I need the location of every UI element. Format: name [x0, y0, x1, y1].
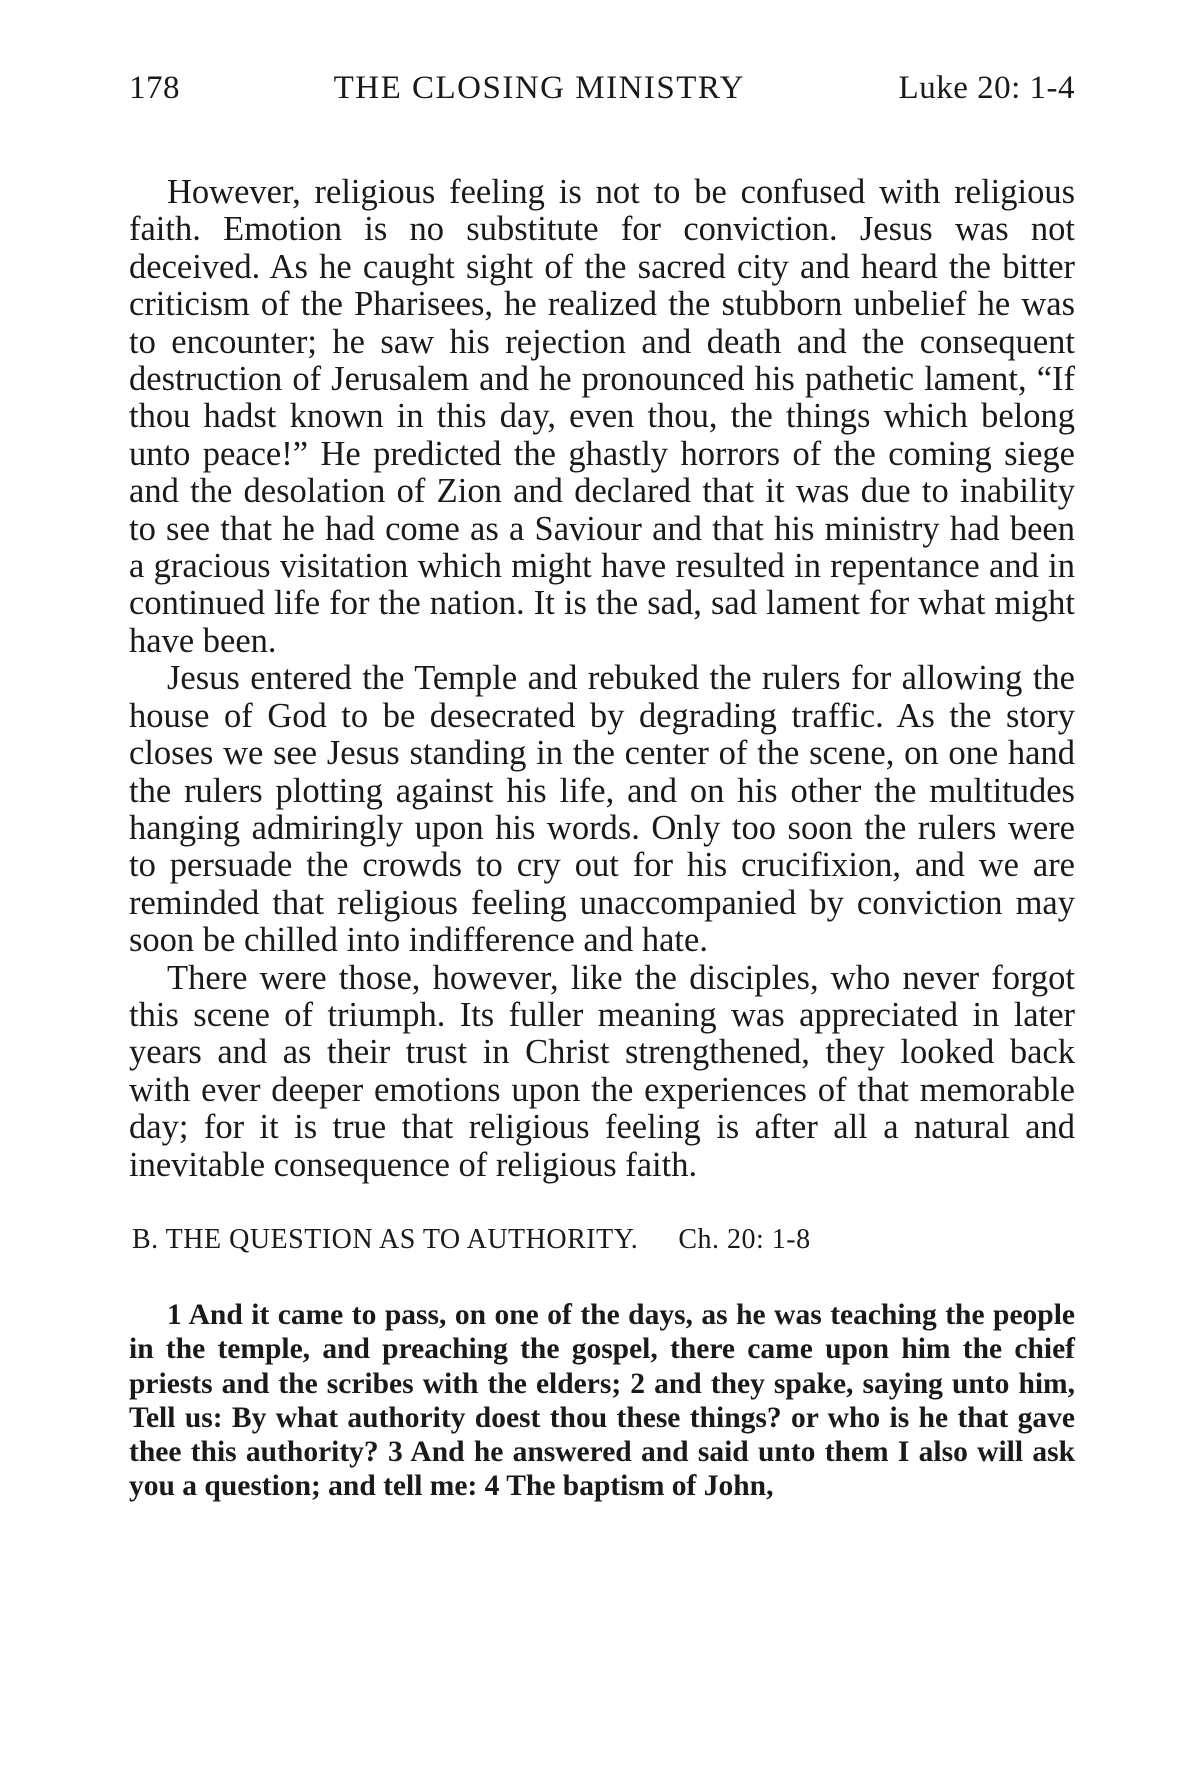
book-page	[129, 70, 1075, 1533]
section-title: B. THE QUESTION AS TO AUTHORITY.	[132, 1223, 639, 1255]
paragraph: However, religious feeling is not to be confused with religious faith. Emotion is no substitute for conviction. Jesus was not deceived. As he caught sight of the sacred city and heard the bitter criticism of the Pharisees, he realized the stubborn unbelief he was to encounter; he saw his rejection and death and the consequent destruction of Jerusalem and he pronounced his pathetic lament, “If thou hadst known in this day, even thou, the things which belong unto peace!” He predicted the ghastly horrors of the coming siege and the desolation of Zion and declared that it was due to inability to see that he had come as a Saviour and that his ministry had been a gracious visitation which might have resulted in repentance and in continued life for the nation. It is the sad, sad lament for what might have been.	[129, 173, 1075, 660]
paragraph: There were those, however, like the disciples, who never forgot this scene of triumph. Its fuller meaning was appreciated in later years and as their trust in Christ strengthened, they looked back with ever deeper emotions upon the experiences of that memorable day; for it is true that religious feeling is after all a natural and inevitable consequence of religious faith.	[129, 958, 1075, 1184]
section-heading	[129, 1224, 1075, 1256]
section-reference: Ch. 20: 1-8	[678, 1223, 811, 1255]
running-head	[129, 70, 1075, 130]
commentary-text	[129, 174, 1075, 1184]
page-number: 178	[129, 70, 180, 106]
scripture-reference: Luke 20: 1-4	[898, 70, 1075, 106]
scripture-passage: 1 And it came to pass, on one of the days, as he was teaching the people in the temple, and preaching the gospel, there came upon him the chief priests and the scribes with the elders; 2 and they spake, saying unto him, Tell us: By what authority doest thou these things? or who is he that gave thee this authority? 3 And he answered and said unto them I also will ask you a question; and tell me: 4 The baptism of John,	[129, 1298, 1075, 1503]
chapter-title: THE CLOSING MINISTRY	[333, 70, 745, 106]
paragraph: Jesus entered the Temple and rebuked the rulers for allowing the house of God to be desecrated by degrading traffic. As the story closes we see Jesus standing in the center of the scene, on one hand the rulers plotting against his life, and on his other the multitudes hanging admiringly upon his words. Only too soon the rulers were to persuade the crowds to cry out for his crucifixion, and we are reminded that religious feeling unaccompanied by conviction may soon be chilled into indifference and hate.	[129, 659, 1075, 960]
